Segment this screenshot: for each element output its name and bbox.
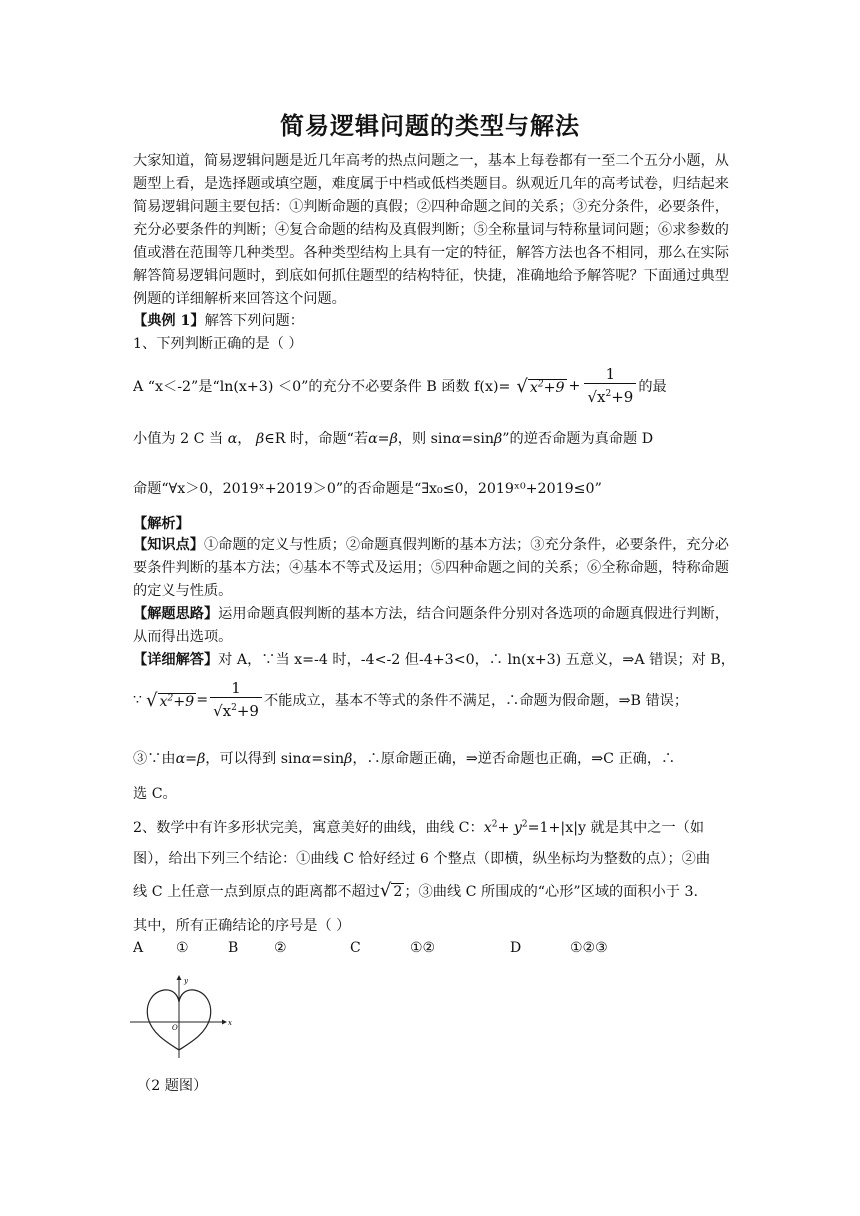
beta-symbol: β bbox=[344, 751, 353, 767]
example1-heading: 【典例 1】 bbox=[133, 313, 205, 329]
question2-line-4: 其中，所有正确结论的序号是（ ） bbox=[133, 918, 351, 934]
option-a-value: ① bbox=[176, 940, 189, 956]
question1-option-c: 小值为 2 C 当 α， β∈R 时，命题“若α=β，则 sinα=sinβ”的逆否命题为真命题 D bbox=[133, 431, 654, 447]
option-c-text-e: ”的逆否命题为真命题 D bbox=[502, 431, 654, 447]
question1-options-ab: A “x＜-2”是“ln(x+3) ＜0”的充分不必要条件 B 函数 f(x)= √ $x^2+9$ + $\frac{1}{√x^2+9}$ 的最 bbox=[133, 365, 667, 406]
alpha-symbol: α bbox=[451, 431, 462, 447]
question2-text-1-tail: =1+|x|y 就是其中之一（如 bbox=[527, 820, 705, 836]
sqrt-expression: √ $x^2+9$ bbox=[146, 689, 195, 711]
alpha-symbol: α bbox=[175, 751, 186, 767]
example1-heading-tail: 解答下列问题： bbox=[204, 313, 304, 329]
beta-symbol: β bbox=[389, 431, 398, 447]
detail-line-1 bbox=[133, 649, 735, 669]
option-b-tail: 的最 bbox=[638, 379, 667, 395]
detail-sin: =sin bbox=[311, 751, 345, 767]
question1-stem: 1、下列判断正确的是（ ） bbox=[133, 336, 303, 352]
x-axis-label: x bbox=[228, 1019, 232, 1027]
detail-text-1: 对 A，∵当 x=-4 时，-4<-2 但-4+3<0，∴ ln(x+3) 五意义，⇒A 错误；对 B， bbox=[218, 652, 735, 668]
detail-line-3 bbox=[133, 748, 675, 768]
x-axis-arrow-icon bbox=[222, 1020, 227, 1025]
detail-text-3a: ③∵由 bbox=[133, 751, 176, 767]
beta-symbol: β bbox=[197, 751, 206, 767]
question2-text-1: 2、数学中有许多形状完美，寓意美好的曲线，曲线 C： bbox=[133, 820, 484, 836]
origin-label: O bbox=[172, 1024, 178, 1032]
equals-sign: = bbox=[185, 751, 198, 767]
idea-text: 运用命题真假判断的基本方法，结合问题条件分别对各选项的命题真假进行判断，从而得出选项。 bbox=[133, 606, 729, 645]
question2-line-1: 2、数学中有许多形状完美，寓意美好的曲线，曲线 C：$x^2+ y^2=1+|x|y$ 就是其中之一（如 bbox=[133, 819, 705, 836]
analysis-label: 【解析】 bbox=[133, 516, 190, 532]
page-title: 简易逻辑问题的类型与解法 bbox=[280, 111, 580, 140]
question2-text-3a: 线 C 上任意一点到原点的距离都不超过 bbox=[133, 884, 380, 900]
idea-label: 【解题思路】 bbox=[133, 606, 219, 622]
y-axis-label: y bbox=[184, 977, 188, 985]
equals-sign: = bbox=[377, 431, 390, 447]
sqrt-expression: √ $x^2+9$ bbox=[516, 375, 565, 397]
fraction-one-over-sqrt: $\frac{1}{√x^2+9}$ bbox=[584, 365, 636, 407]
detail-text-3b: ，可以得到 sin bbox=[205, 751, 302, 767]
question2-text-3b: ；③曲线 C 所围成的“心形”区域的面积小于 3. bbox=[404, 884, 699, 900]
option-c-text-c: ，则 sin bbox=[397, 431, 452, 447]
option-c-text-a: 小值为 2 C 当 bbox=[133, 431, 224, 447]
idea-paragraph bbox=[133, 603, 733, 649]
question2-line-2: 图），给出下列三个结论：①曲线 C 恰好经过 6 个整点（即横，纵坐标均为整数的点）；②曲 bbox=[133, 851, 711, 867]
detail-line-2: ∵ √ $x^2+9$ = $\frac{1}{√x^2+9}$ 不能成立，基本不等式的条件不满足，∴命题为假命题，⇒B 错误； bbox=[133, 679, 689, 720]
detail-label: 【详细解答】 bbox=[133, 652, 219, 668]
option-c-letter: C bbox=[350, 940, 361, 956]
beta-symbol: β bbox=[494, 431, 503, 447]
alpha-symbol: α bbox=[301, 751, 312, 767]
question1-option-d: 命题“∀x＞0，2019ˣ+2019＞0”的否命题是“∃x₀≤0，2019ˣ⁰+2019≤0” bbox=[133, 481, 602, 497]
detail-line-4: 选 C。 bbox=[133, 786, 177, 802]
sqrt-two: √ 2 bbox=[379, 880, 403, 901]
option-b-value: ② bbox=[274, 940, 287, 956]
intro-paragraph: 大家知道，简易逻辑问题是近几年高考的热点问题之一，基本上每卷都有一至二个五分小题，从题型上看，是选择题或填空题，难度属于中档或低档类题目。纵观近几年的高考试卷，归结起来简易逻辑问题主要包括：①判断命题的真假；②四种命题之间的关系；③充分条件，必要条件，充分必要条件的判断；④复合命题的结构及真假判断；⑤全称量词与特称量词问题；⑥求参数的值或潜在范围等几种类型。各种类型结构上具有一定的特征，解答方法也各不相同，那么在实际解答简易逻辑问题时，到底如何抓住题型的结构特征，快捷，准确地给予解答呢？下面通过典型例题的详细解析来回答这个问题。 bbox=[133, 153, 729, 307]
fraction-one-over-sqrt: $\frac{1}{√x^2+9}$ bbox=[210, 679, 262, 721]
option-d-letter: D bbox=[510, 940, 522, 956]
option-c-text-d: =sin bbox=[461, 431, 495, 447]
y-axis-arrow-icon bbox=[177, 975, 182, 980]
option-b-letter: B bbox=[228, 940, 239, 956]
example1-heading-line bbox=[133, 310, 304, 330]
option-d-value: ①②③ bbox=[570, 940, 608, 956]
figure-caption: （2 题图） bbox=[137, 1078, 208, 1094]
detail-because: ∵ bbox=[133, 692, 143, 708]
heart-curve-figure bbox=[128, 972, 238, 1062]
detail-text-3c: ，∴原命题正确，⇒逆否命题也正确，⇒C 正确，∴ bbox=[352, 751, 676, 767]
beta-symbol: β bbox=[255, 431, 265, 447]
knowledge-text: ①命题的定义与性质；②命题真假判断的基本方法；③充分条件，必要条件，充分必要条件判断的基本方法；④基本不等式及运用；⑤四种命题之间的关系；⑥全称命题，特称命题的定义与性质。 bbox=[133, 537, 729, 599]
alpha-symbol: α bbox=[368, 431, 378, 447]
knowledge-paragraph bbox=[133, 534, 733, 603]
knowledge-label: 【知识点】 bbox=[133, 537, 204, 553]
option-c-value: ①② bbox=[410, 940, 436, 956]
detail-text-2: 不能成立，基本不等式的条件不满足，∴命题为假命题，⇒B 错误； bbox=[263, 693, 689, 709]
option-c-text-b: ∈R 时，命题“若 bbox=[264, 431, 369, 447]
alpha-symbol: α bbox=[227, 431, 238, 447]
option-a-text: A “x＜-2”是“ln(x+3) ＜0”的充分不必要条件 B 函数 f(x)= bbox=[133, 379, 511, 395]
option-a-letter: A bbox=[133, 940, 144, 956]
question2-line-3 bbox=[133, 880, 698, 901]
